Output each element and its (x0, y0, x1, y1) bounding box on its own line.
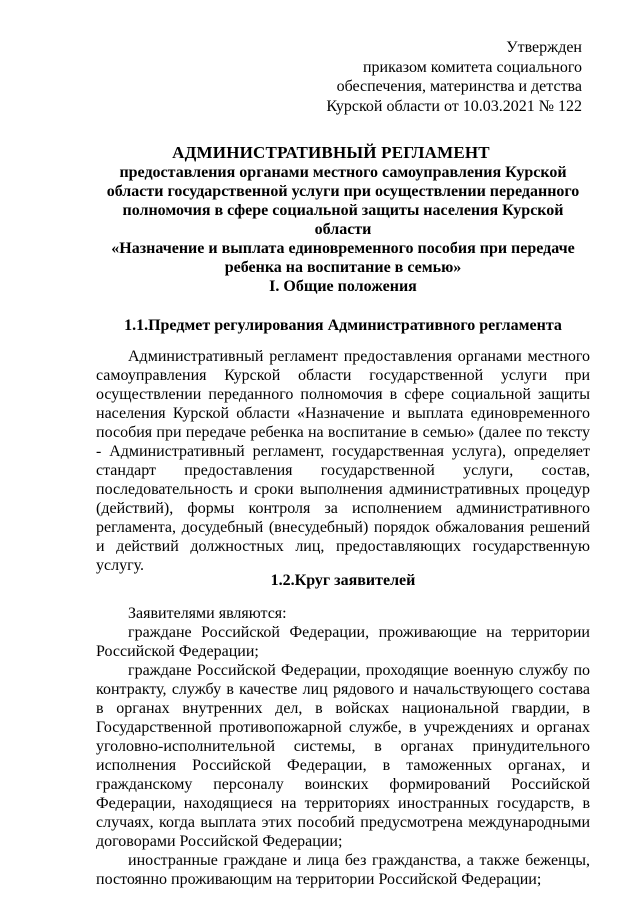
title-line-2: области государственной услуги при осуществлении переданного (106, 183, 580, 200)
list-item: граждане Российской Федерации, проживающие на территории Российской Федерации; (96, 624, 590, 660)
approval-line-1: Утвержден (506, 39, 582, 56)
approval-line-2: приказом комитета социального (362, 58, 582, 76)
title-line-5: ребенка на воспитание в семью» (224, 259, 462, 276)
subsection-1-1-body (96, 347, 590, 575)
subsection-1-2-heading: 1.2.Круг заявителей (270, 572, 416, 589)
document-title (96, 143, 590, 277)
title-line-4: «Назначение и выплата единовременного пособия при передаче (111, 240, 575, 257)
title-main: АДМИНИСТРАТИВНЫЙ РЕГЛАМЕНТ (172, 143, 490, 162)
subsection-1-1-heading: 1.1.Предмет регулирования Административного регламента (124, 317, 562, 334)
approval-stamp (326, 38, 582, 116)
subsection-1-1-text: Административный регламент предоставления органами местного самоуправления Курской области государственной услуги при осуществлении переданного полномочия в сфере социальной защиты населения Курской области «Назначение и выплата единовременного пособия при передаче ребенка на воспитание в семью» (далее по тексту - Административный регламент, государственная услуга), определяет стандарт предоставления государственной услуги, состав, последовательность и сроки выполнения административных процедур (действий), формы контроля за исполнением административного регламента, досудебный (внесудебный) порядок обжалования решений и действий должностных лиц, предоставляющих государственную услугу. (96, 348, 590, 574)
subsection-1-2-body (96, 604, 590, 889)
list-item: граждане Российской Федерации, проходящие военную службу по контракту, службу в качестве лиц рядового и начальствующего состава в органах внутренних дел, в войсках национальной гвардии, в Государственной противопожарной службе, в учреждениях и органах уголовно-исполнительной системы, в органах принудительного исполнения Российской Федерации, в таможенных органах, и гражданскому персоналу воинских формирований Российской Федерации, находящиеся на территориях иностранных государств, в случаях, когда выплата этих пособий предусмотрена международными договорами Российской Федерации; (96, 662, 590, 850)
section-1-heading: I. Общие положения (269, 278, 417, 295)
approval-line-4: Курской области от 10.03.2021 № 122 (326, 97, 582, 115)
approval-line-3: обеспечения, материнства и детства (336, 78, 582, 95)
title-line-3: полномочия в сфере социальной защиты населения Курской области (122, 202, 564, 238)
title-line-1: предоставления органами местного самоуправления Курской (119, 164, 567, 181)
applicants-intro: Заявителями являются: (128, 605, 287, 622)
list-item: иностранные граждане и лица без гражданства, а также беженцы, постоянно проживающим на территории Российской Федерации; (96, 852, 590, 888)
